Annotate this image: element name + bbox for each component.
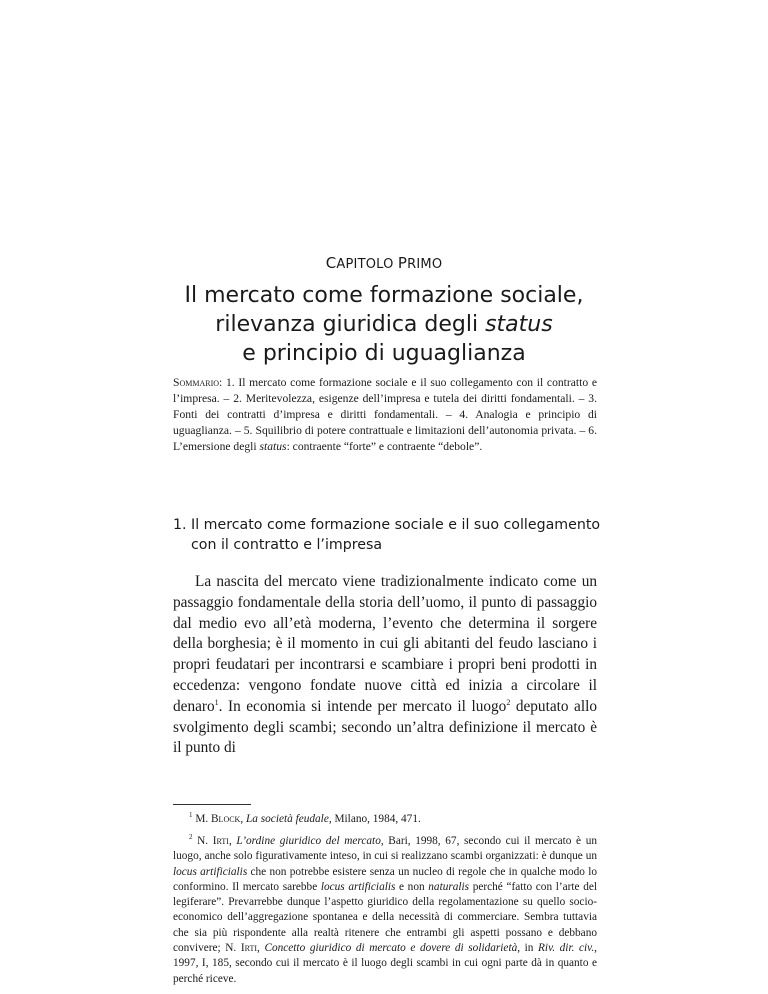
footnote-reference-2[interactable]: 2 (506, 697, 511, 707)
footnote-number: 2 (189, 833, 193, 841)
chapter-label (0, 254, 768, 272)
footnote-author: N. Irti (197, 835, 229, 847)
body-text-part-2: . In economia si intende per mercato il luogo (218, 697, 507, 715)
footnote-work-title: Concetto giuridico di mercato e dovere di solidarietà (264, 942, 518, 955)
footnote-1: $^1$ M. Block, La società feudale, Milano, 1984, 471. (189, 811, 421, 825)
footnote-journal-title: Riv. dir. civ. (538, 942, 595, 955)
chapter-label-initial-2: P (397, 254, 408, 272)
footnote-2: $^2$ N. Irti, L’ordine giuridico del mercato, Bari, 1998, 67, secondo cui il mercato è un luogo, anche solo figurativamente inteso, in cui si realizzano scambi organizzati: è dunque un locus artificialis che non potrebbe esistere senza un nucleo di regole che in qualche modo lo conformino. Il mercato sarebbe locus artificialis e non naturalis perché “fatto con l’arte del legiferare”. Prevarrebbe dunque l’aspetto giuridico della regolamentazione su quello socio-economico dell’aggregazione spontanea e della necessità di commerciare. Sembra tuttavia che sia più rispondente alla realtà ritenere che entrambi gli aspetti possano e debbano convivere; N. Irti, Concetto giuridico di mercato e dovere di solidarietà, in Riv. dir. civ., 1997, I, 185, secondo cui il mercato è il luogo degli scambi in cui ogni parte dà in quanto e perché riceve. (173, 833, 597, 985)
chapter-title-line-2: rilevanza giuridica degli (215, 312, 486, 337)
footnote-text: , 1997, I, 185, secondo cui il mercato è il luogo degli scambi in cui ogni parte dà in quanto e perché riceve. (173, 942, 597, 985)
footnote-reference-1[interactable]: 1 (214, 697, 219, 707)
footnote-text: perché “fatto con l’arte del legiferare”. Prevarrebbe dunque l’aspetto giuridico della regolamentazione su quello socio-economico dell’aggregazione spontanea e della necessità di commerciare. Sembra tuttavia che sia più rispondente alla realtà ritenere che entrambi gli aspetti possano e debbano convivere; (173, 880, 597, 955)
footnote-author: N. Irti (225, 942, 258, 955)
chapter-label-rest-1: APITOLO (336, 257, 394, 272)
summary-text-end: : contraente “forte” e contraente “debole”. (286, 440, 483, 453)
summary-italic-word: status (259, 440, 287, 453)
footnote-number: 1 (189, 811, 193, 819)
chapter-title (0, 281, 768, 368)
chapter-summary (173, 375, 597, 455)
footnote-text: , (257, 942, 265, 955)
footnote-text: , in (517, 942, 539, 955)
chapter-title-line-3: e principio di uguaglianza (242, 341, 526, 366)
body-paragraph (173, 572, 597, 759)
summary-text: : 1. Il mercato come formazione sociale e il suo collegamento con il contratto e l’impresa. – 2. Meritevolezza, esigenze dell’impresa e tutela dei diritti fondamentali. – 3. Fonti dei contratti d’impresa e diritti fondamentali. – 4. Analogia e principio di uguaglianza. – 5. Squilibrio di potere contrattuale e limitazioni dell’autonomia privata. – 6. L’emersione degli (173, 376, 597, 453)
chapter-title-line-1: Il mercato come formazione sociale, (184, 283, 584, 308)
body-text-part-1: La nascita del mercato viene tradizionalmente indicato come un passaggio fondamentale della storia dell’uomo, il punto di passaggio dal medio evo all’età moderna, l’evento che determina il sorgere della borghesia; è il momento in cui gli abitanti del feudo lasciano i propri feudatari per incontrarsi e scambiare i propri beni prodotti in eccedenza: vengono fondate nuove città ed inizia a circolare il denaro (173, 573, 597, 715)
chapter-label-rest-2: RIMO (407, 257, 443, 272)
footnote-text: , Bari, 1998, 67, secondo cui il mercato è un luogo, anche solo figurativamente inteso, in cui si realizzano scambi organizzati: è dunque un (173, 835, 597, 863)
footnote-text: , Milano, 1984, 471. (328, 813, 421, 825)
footnote-italic-term: naturalis (428, 880, 470, 893)
footnote-italic-term: locus artificialis (320, 880, 396, 893)
footnote-work-title: L’ordine giuridico del mercato (236, 835, 381, 847)
footnote-italic-term: locus artificialis (173, 865, 248, 878)
chapter-label-initial-1: C (325, 254, 337, 272)
summary-label: Sommario (173, 376, 220, 389)
section-heading: 1. Il mercato come formazione sociale e il suo collegamento con il contratto e l’impresa (173, 517, 601, 553)
footnote-divider (173, 804, 251, 805)
chapter-title-italic-word: status (485, 312, 553, 337)
footnote-author: M. Block (195, 813, 241, 825)
footnote-text: che non potrebbe esistere senza un nucleo di regole che in qualche modo lo conformino. Il mercato sarebbe (173, 865, 597, 893)
body-text-part-3: deputato allo svolgimento degli scambi; secondo un’altra definizione il mercato è il punto di (173, 697, 597, 757)
footnote-work-title: La società feudale (246, 813, 329, 825)
footnote-text: e non (395, 880, 429, 893)
